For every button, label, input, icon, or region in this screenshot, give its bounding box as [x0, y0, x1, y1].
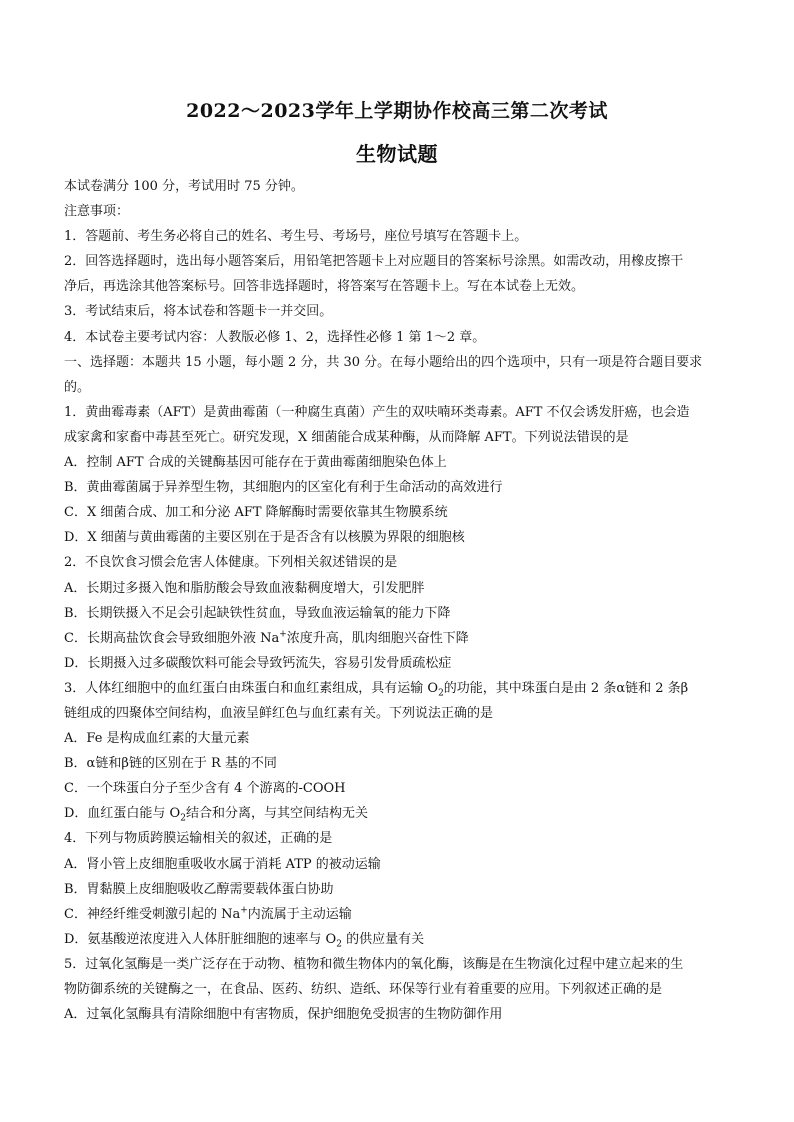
notice-heading: 注意事项： [64, 204, 130, 220]
notice-item-1: 1．答题前、考生务必将自己的姓名、考生号、考场号，座位号填写在答题卡上。 [64, 229, 528, 245]
section-heading-b: 的。 [64, 379, 91, 395]
q2-option-a: A．长期过多摄入饱和脂肪酸会导致血液黏稠度增大，引发肥胖 [64, 580, 425, 596]
score-line: 本试卷满分 100 分，考试用时 75 分钟。 [64, 179, 304, 194]
section-heading-a: 一、选择题：本题共 15 小题，每小题 2 分，共 30 分。在每小题给出的四个选项中，只有一项是符合题目要求 [64, 354, 703, 370]
notice-item-2b: 净后，再选涂其他答案标号。回答非选择题时，将答案写在答题卡上。写在本试卷上无效。 [64, 279, 585, 295]
q2-option-c: C．长期高盐饮食会导致细胞外液 Na+浓度升高，肌肉细胞兴奋性下降 [64, 629, 469, 646]
q2-option-b: B．长期铁摄入不足会引起缺铁性贫血，导致血液运输氧的能力下降 [64, 605, 451, 621]
q3-option-b: B．α链和β链的区别在于 R 基的不同 [64, 756, 277, 772]
exam-body [64, 174, 744, 1027]
q3-stem-a: 3．人体红细胞中的血红蛋白由珠蛋白和血红素组成，具有运输 $O_2$的功能，其中珠蛋白是由 2 条α链和 2 条β [64, 680, 689, 699]
q4-stem: 4．下列与物质跨膜运输相关的叙述，正确的是 [64, 831, 333, 847]
q1-stem-b: 成家禽和家畜中毒甚至死亡。研究发现，X 细菌能合成某种酶，从而降解 AFT。下列说法错误的是 [64, 429, 629, 445]
q5-stem-a: 5．过氧化氢酶是一类广泛存在于动物、植物和微生物体内的氧化酶，该酶是在生物演化过程中建立起来的生 [64, 956, 684, 972]
q4-option-b: B．胃黏膜上皮细胞吸收乙醇需要载体蛋白协助 [64, 881, 334, 897]
exam-title: 2022～2023学年上学期协作校高三第二次考试 [186, 100, 608, 122]
q1-stem-a: 1．黄曲霉毒素（AFT）是黄曲霉菌（一种腐生真菌）产生的双呋喃环类毒素。AFT 不仅会诱发肝癌，也会造 [64, 404, 690, 420]
q2-option-d: D．长期摄入过多碳酸饮料可能会导致钙流失，容易引发骨质疏松症 [64, 655, 452, 671]
q4-option-a: A．肾小管上皮细胞重吸收水属于消耗 ATP 的被动运输 [64, 856, 381, 872]
q3-stem-b: 链组成的四聚体空间结构，血液呈鲜红色与血红素有关。下列说法正确的是 [64, 705, 494, 721]
notice-item-3: 3．考试结束后，将本试卷和答题卡一并交回。 [64, 304, 333, 320]
q3-option-d: D．血红蛋白能与 $O_2$结合和分离，与其空间结构无关 [64, 806, 368, 824]
q3-option-c: C．一个珠蛋白分子至少含有 4 个游离的-COOH [64, 781, 346, 797]
q3-option-a: A．Fe 是构成血红素的大量元素 [64, 731, 250, 747]
q1-option-b: B．黄曲霉菌属于异养型生物，其细胞内的区室化有利于生命活动的高效进行 [64, 480, 503, 496]
q5-stem-b: 物防御系统的关键酶之一，在食品、医药、纺织、造纸、环保等行业有着重要的应用。下列叙述正确的是 [64, 982, 663, 997]
q1-option-a: A．控制 AFT 合成的关键酶基因可能存在于黄曲霉菌细胞染色体上 [64, 455, 447, 471]
notice-item-2a: 2．回答选择题时，选出每小题答案后，用铅笔把答题卡上对应题目的答案标号涂黑。如需改动，用橡皮擦干 [64, 254, 684, 270]
notice-item-4: 4．本试卷主要考试内容：人教版必修 1、2，选择性必修 1 第 1～2 章。 [64, 329, 486, 345]
q2-stem: 2．不良饮食习惯会危害人体健康。下列相关叙述错误的是 [64, 555, 398, 571]
q5-option-a: A．过氧化氢酶具有清除细胞中有害物质，保护细胞免受损害的生物防御作用 [64, 1007, 503, 1023]
q1-option-c: C．X 细菌合成、加工和分泌 AFT 降解酶时需要依靠其生物膜系统 [64, 505, 448, 521]
subject-title: 生物试题 [356, 142, 438, 166]
q4-option-d: D．氨基酸逆浓度进入人体肝脏细胞的速率与 $O_2$ 的供应量有关 [64, 931, 425, 950]
q1-option-d: D．X 细菌与黄曲霉菌的主要区别在于是否含有以核膜为界限的细胞核 [64, 530, 465, 546]
q4-option-c: C．神经纤维受刺激引起的 Na+内流属于主动运输 [64, 905, 352, 922]
